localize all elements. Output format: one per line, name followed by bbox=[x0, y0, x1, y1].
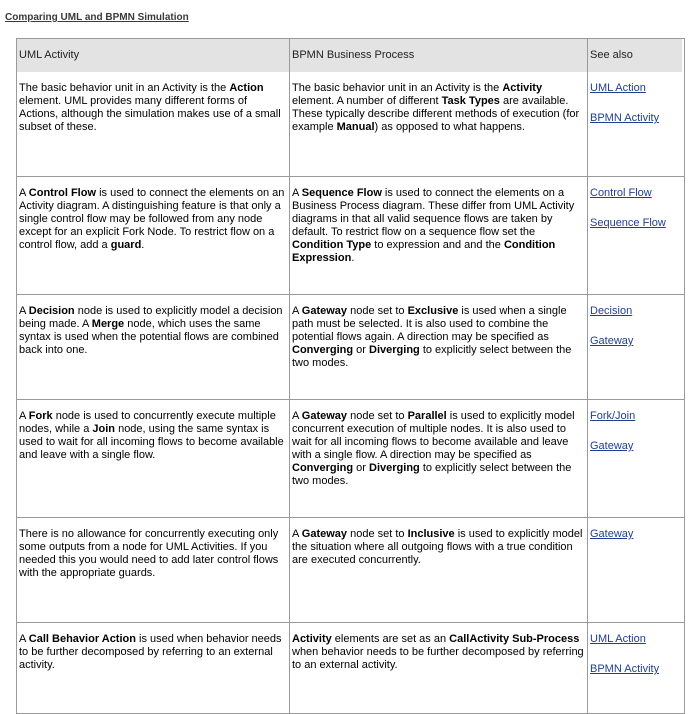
bold-term: CallActivity Sub-Process bbox=[449, 633, 580, 645]
see-also-link[interactable]: Gateway bbox=[590, 528, 634, 540]
bold-term: Inclusive bbox=[407, 528, 455, 540]
table-row bbox=[17, 517, 684, 622]
bpmn-process-cell: Activity elements are set as an CallActivity Sub-Process when behavior needs to be further decomposed by referring to an external activity. bbox=[289, 623, 587, 713]
see-also-cell bbox=[587, 72, 682, 176]
header-see-also: See also bbox=[587, 39, 682, 72]
uml-activity-cell: A Control Flow is used to connect the elements on an Activity diagram. A distinguishing feature is that only a single control flow may be followed from any node except for an explicit Fork Node. To restrict flow on a control flow, add a guard. bbox=[19, 187, 285, 251]
bold-term: Condition Type bbox=[292, 239, 372, 251]
header-bpmn-business-process: BPMN Business Process bbox=[289, 39, 587, 72]
uml-activity-cell: A Decision node is used to explicitly model a decision being made. A Merge node, which uses the same syntax is used when the potential flows are combined back into one. bbox=[19, 305, 283, 356]
bpmn-process-cell: A Gateway node set to Inclusive is used to explicitly model the situation where all outgoing flows with a true condition are executed concurrently. bbox=[289, 518, 587, 622]
see-also-cell bbox=[587, 177, 682, 294]
see-also-cell bbox=[587, 295, 682, 399]
bpmn-process-cell: A Gateway node set to Exclusive is used when a single path must be selected. It is also used to combine the potential flows again. A direction may be specified as Converging or Diverging to explicitly select between the two modes. bbox=[289, 295, 587, 399]
bold-term: Call Behavior Action bbox=[28, 633, 136, 645]
uml-activity-cell: The basic behavior unit in an Activity is the Action element. UML provides many different forms of Actions, although the simulation makes use of a small subset of these. bbox=[19, 82, 281, 133]
bold-term: Sequence Flow bbox=[301, 187, 382, 199]
see-also-cell bbox=[587, 400, 682, 517]
see-also-link[interactable]: BPMN Activity bbox=[590, 663, 660, 675]
bold-term: Gateway bbox=[301, 305, 348, 317]
bold-term: Decision bbox=[28, 305, 75, 317]
bpmn-process-cell: A Gateway node set to Parallel is used to explicitly model concurrent execution of multiple nodes. It is also used to wait for all incoming flows to become available and leave with a single flow. A direction may be specified as Converging or Diverging to explicitly select between the two modes. bbox=[289, 400, 587, 517]
see-also-link[interactable]: Gateway bbox=[590, 335, 634, 347]
table-header-row bbox=[17, 39, 684, 72]
see-also-link[interactable]: Decision bbox=[590, 305, 633, 317]
bold-term: guard bbox=[110, 239, 142, 251]
table-row bbox=[17, 622, 684, 713]
bold-term: Gateway bbox=[301, 528, 348, 540]
bold-term: Diverging bbox=[369, 462, 420, 474]
bold-term: Merge bbox=[91, 318, 125, 330]
see-also-cell bbox=[587, 623, 682, 713]
bold-term: Task Types bbox=[441, 95, 500, 107]
see-also-link[interactable]: Fork/Join bbox=[590, 410, 636, 422]
bold-term: Diverging bbox=[369, 344, 420, 356]
bold-term: Fork bbox=[28, 410, 53, 422]
bold-term: Control Flow bbox=[28, 187, 97, 199]
see-also-link[interactable]: BPMN Activity bbox=[590, 112, 660, 124]
table-row bbox=[17, 72, 684, 176]
see-also-link[interactable]: Control Flow bbox=[590, 187, 652, 199]
bold-term: Action bbox=[229, 82, 264, 94]
bold-term: Gateway bbox=[301, 410, 348, 422]
uml-activity-cell: A Call Behavior Action is used when behavior needs to be further decomposed by referring to an external activity. bbox=[19, 633, 282, 671]
see-also-link[interactable]: Sequence Flow bbox=[590, 217, 666, 229]
bold-term: Activity bbox=[292, 633, 332, 645]
comparison-table bbox=[16, 38, 685, 714]
bold-term: Condition Expression bbox=[292, 239, 556, 264]
bpmn-process-cell: A Sequence Flow is used to connect the elements on a Business Process diagram. These differ from UML Activity diagrams in that all valid sequence flows are taken by default. To restrict flow on a sequence flow set the Condition Type to expression and and the Condition Expression. bbox=[289, 177, 587, 294]
table-row bbox=[17, 294, 684, 399]
bold-term: Converging bbox=[292, 344, 354, 356]
bold-term: Parallel bbox=[407, 410, 447, 422]
bold-term: Activity bbox=[502, 82, 543, 94]
page-title: Comparing UML and BPMN Simulation bbox=[5, 12, 189, 23]
bold-term: Exclusive bbox=[407, 305, 459, 317]
bold-term: Converging bbox=[292, 462, 354, 474]
table-row bbox=[17, 399, 684, 517]
uml-activity-cell: A Fork node is used to concurrently execute multiple nodes, while a Join node, using the same syntax is used to wait for all incoming flows to become available and leave with a single flow. bbox=[19, 410, 284, 461]
see-also-link[interactable]: UML Action bbox=[590, 82, 646, 94]
see-also-cell bbox=[587, 518, 682, 622]
see-also-link[interactable]: UML Action bbox=[590, 633, 646, 645]
see-also-link[interactable]: Gateway bbox=[590, 440, 634, 452]
bpmn-process-cell: The basic behavior unit in an Activity is the Activity element. A number of different Task Types are available. These typically describe different methods of execution (for example Manual) as opposed to what happens. bbox=[289, 72, 587, 176]
table-row bbox=[17, 176, 684, 294]
bold-term: Manual bbox=[336, 121, 375, 133]
bold-term: Join bbox=[92, 423, 116, 435]
uml-activity-cell: There is no allowance for concurrently executing only some outputs from a node for UML Activities. If you needed this you would need to add later control flows with the appropriate guards. bbox=[19, 528, 279, 579]
header-uml-activity: UML Activity bbox=[17, 39, 289, 72]
